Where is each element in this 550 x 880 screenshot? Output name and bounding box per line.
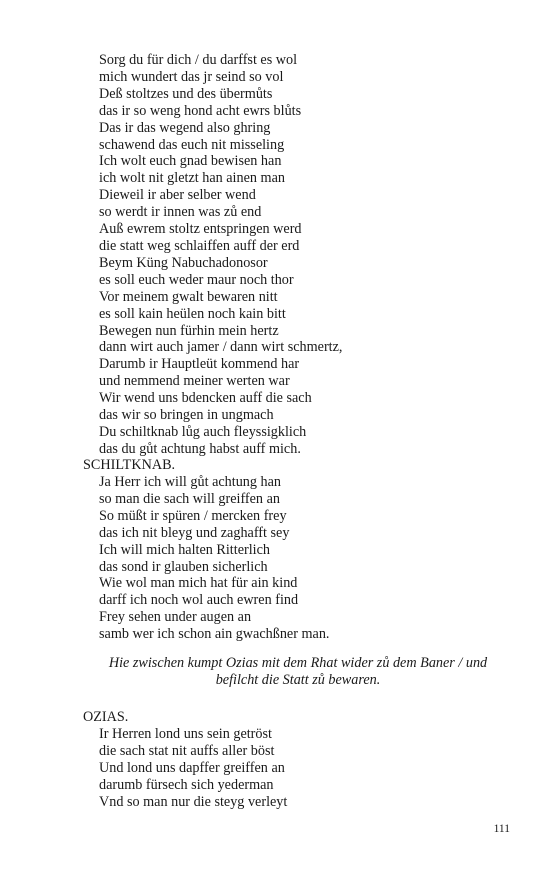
verse-line: mich wundert das jr seind so vol — [99, 68, 284, 85]
verse-line: Deß stoltzes und des übermůts — [99, 85, 273, 102]
verse-line: So müßt ir spüren / mercken frey — [99, 507, 287, 524]
verse-line: Sorg du für dich / du darffst es wol — [99, 52, 298, 68]
verse-line: Frey sehen under augen an — [99, 609, 252, 626]
verse-line: Ja Herr ich will gůt achtung han — [99, 474, 282, 490]
verse-line: Wie wol man mich hat für ain kind — [99, 575, 298, 592]
verse-line: Darumb ir Hauptleüt kommend har — [99, 356, 300, 373]
verse-line: Beym Küng Nabuchadonosor — [99, 254, 268, 271]
page-number: 111 — [493, 823, 510, 835]
verse-line: Dieweil ir aber selber wend — [99, 187, 256, 204]
speaker-name-ozias: OZIAS. — [83, 709, 129, 725]
verse-line: Ir Herren lond uns sein getröst — [99, 726, 272, 742]
verse-block-1 — [83, 52, 513, 458]
verse-line: das wir so bringen in ungmach — [99, 407, 274, 424]
verse-line: Das ir das wegend also ghring — [99, 119, 271, 136]
verse-line: Vnd so man nur die steyg verleyt — [99, 793, 288, 810]
verse-line: dann wirt auch jamer / dann wirt schmertz, — [99, 339, 343, 356]
verse-line: darff ich noch wol auch ewren find — [99, 592, 299, 609]
verse-line: Bewegen nun fürhin mein hertz — [99, 322, 279, 339]
verse-line: darumb fürsech sich yederman — [99, 776, 274, 793]
stage-direction-line: befilcht die Statt zů bewaren. — [215, 672, 381, 688]
verse-line: Auß ewrem stoltz entspringen werd — [99, 221, 302, 238]
verse-line: Vor meinem gwalt bewaren nitt — [99, 288, 278, 305]
stage-direction-line: Hie zwischen kumpt Ozias mit dem Rhat wider zů dem Baner / und — [108, 655, 488, 671]
verse-line: Wir wend uns bdencken auff die sach — [99, 390, 312, 407]
verse-block-2 — [83, 474, 513, 643]
verse-line: das du gůt achtung habst auff mich. — [99, 440, 301, 457]
verse-line: so man die sach will greiffen an — [99, 490, 280, 507]
verse-line: Ich will mich halten Ritterlich — [99, 541, 270, 558]
verse-line: Du schiltknab lůg auch fleyssigklich — [99, 423, 307, 440]
stage-direction — [83, 655, 513, 689]
speaker-block-ozias — [83, 709, 513, 726]
verse-line: und nemmend meiner werten war — [99, 373, 290, 390]
verse-line: es soll kain heülen noch kain bitt — [99, 305, 286, 322]
verse-line: Und lond uns dapffer greiffen an — [99, 759, 285, 776]
verse-line: das sond ir glauben sicherlich — [99, 558, 268, 575]
verse-line: Ich wolt euch gnad bewisen han — [99, 153, 282, 170]
verse-line: so werdt ir innen was zů end — [99, 204, 262, 221]
verse-line: schawend das euch nit misseling — [99, 136, 285, 153]
verse-line: die sach stat nit auffs aller böst — [99, 742, 275, 759]
speaker-block-schiltknab — [83, 457, 513, 474]
verse-line: es soll euch weder maur noch thor — [99, 271, 294, 288]
verse-line: das ir so weng hond acht ewrs blůts — [99, 102, 302, 119]
speaker-name-schiltknab: SCHILTKNAB. — [83, 457, 176, 473]
verse-line: samb wer ich schon ain gwachßner man. — [99, 626, 330, 643]
verse-line: das ich nit bleyg und zaghafft sey — [99, 524, 290, 541]
verse-block-3 — [83, 726, 513, 811]
verse-line: die statt weg schlaiffen auff der erd — [99, 237, 300, 254]
verse-line: ich wolt nit gletzt han ainen man — [99, 170, 285, 187]
